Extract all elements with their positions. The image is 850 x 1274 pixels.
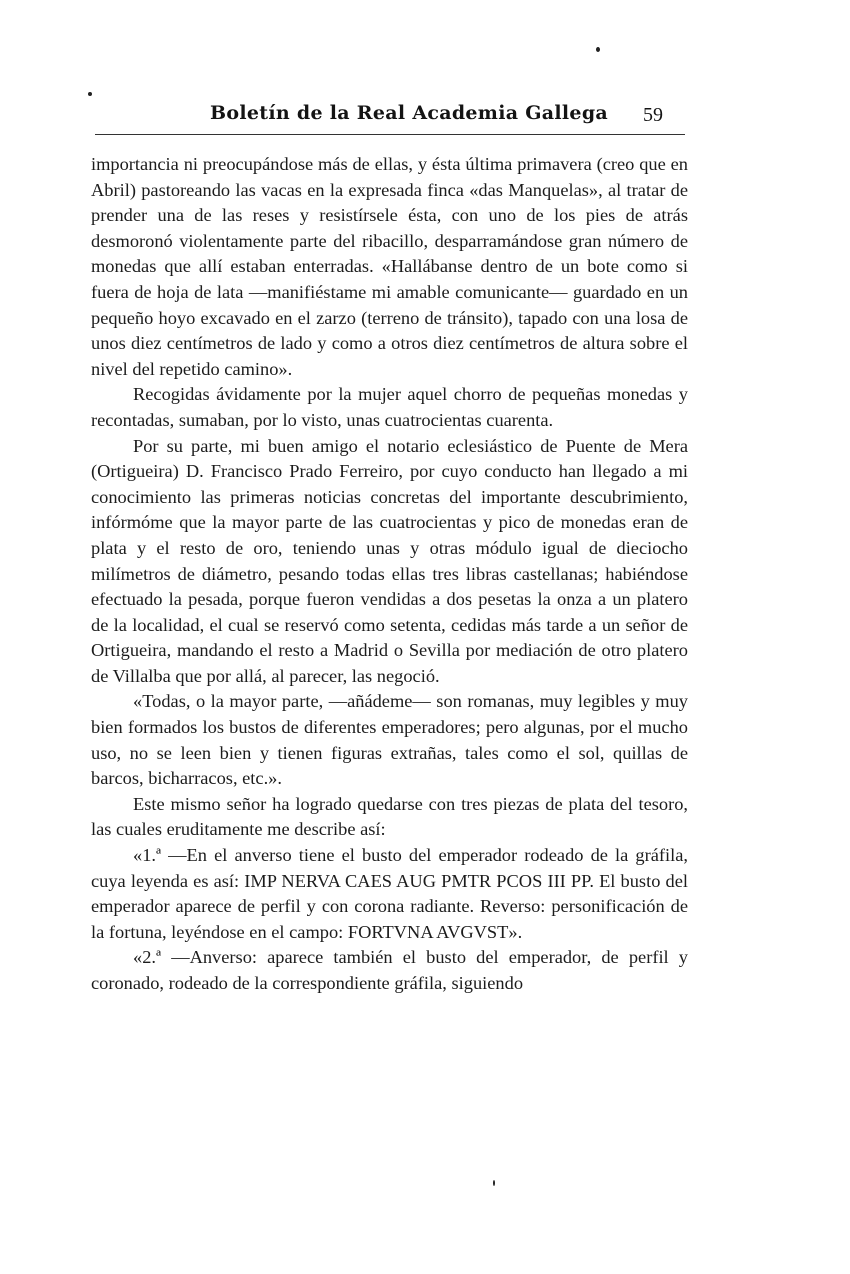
paragraph: Recogidas ávidamente por la mujer aquel chorro de pequeñas monedas y recontadas, sumaban, por lo visto, unas cuatrocientas cuarenta. [91,384,688,430]
page-number: 59 [643,104,663,126]
paragraph: «Todas, o la mayor parte, —añádeme— son romanas, muy legibles y muy bien formados los bustos de diferentes emperadores; pero algunas, por el mucho uso, no se leen bien y tienen figuras extrañas, tales como el sol, quillas de barcos, bicharracos, etc.». [91,691,688,789]
ink-speck [88,92,92,96]
paragraph: importancia ni preocupándose más de ellas, y ésta última primavera (creo que en Abril) pastoreando las vacas en la expresada finca «das Manquelas», al tratar de prender una de las reses y resistírsele ésta, con uno de los pies de atrás desmoronó violentamente parte del ribacillo, desparramándose gran número de monedas que allí estaban enterradas. «Hallábanse dentro de un bote como si fuera de hoja de lata —manifiéstame mi amable comunicante— guardado en un pequeño hoyo excavado en el zarzo (terreno de tránsito), tapado con una losa de unos diez centímetros de lado y como a otros diez centímetros de altura sobre el nivel del repetido camino». [91,154,688,379]
running-header [95,100,685,135]
paragraph: «1.ª —En el anverso tiene el busto del emperador rodeado de la gráfila, cuya leyenda es así: IMP NERVA CAES AUG PMTR PCOS III PP. El busto del emperador aparece de perfil y con corona radiante. Reverso: personificación de la fortuna, leyéndose en el campo: FORTVNA AVGVST». [91,845,688,942]
ink-speck [493,1180,495,1186]
paragraph: «2.ª —Anverso: aparece también el busto del emperador, de perfil y coronado, rodeado de la correspondiente gráfila, siguiendo [91,947,688,993]
paragraph: Este mismo señor ha logrado quedarse con tres piezas de plata del tesoro, las cuales eruditamente me describe así: [91,793,688,840]
paragraph: Por su parte, mi buen amigo el notario eclesiástico de Puente de Mera (Ortigueira) D. Francisco Prado Ferreiro, por cuyo conducto han llegado a mi conocimiento las primeras noticias concretas del importante descubrimiento, infórmóme que la mayor parte de las cuatrocientas y pico de monedas eran de plata y el resto de oro, teniendo unas y otras módulo igual de dieciocho milímetros de diámetro, pesando todas ellas tres libras castellanas; habiéndose efectuado la pesada, porque fueron vendidas a dos pesetas la onza a un platero de la localidad, el cual se reservó como setenta, cedidas más tarde a un señor de Ortigueira, mandando el resto a Madrid o Sevilla por mediación de otro platero de Villalba que por allá, al parecer, las negoció. [91,435,688,686]
body-text [91,152,688,997]
running-title: Boletín de la Real Academia Gallega [210,102,609,124]
ink-speck [596,47,600,52]
